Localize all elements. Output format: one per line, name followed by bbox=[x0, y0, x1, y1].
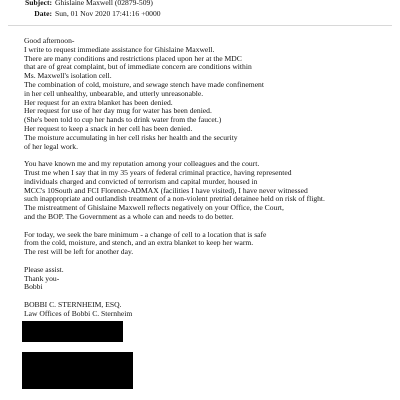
body-line: Good afternoon- bbox=[24, 36, 75, 45]
body-line: Her request for an extra blanket has been denied. bbox=[24, 97, 173, 107]
body-line: Her request for use of her day mug for water has been denied. bbox=[24, 106, 212, 116]
body-line: in her cell unhealthy, unbearable, and utterly unreasonable. bbox=[24, 88, 204, 98]
body-line: I write to request immediate assistance for Ghislaine Maxwell. bbox=[24, 44, 215, 54]
body-line: The combination of cold, moisture, and sewage stench have made confinement bbox=[24, 79, 264, 89]
body-line: For today, we seek the bare minimum - a change of cell to a location that is safe bbox=[24, 229, 267, 239]
subject-value: Ghislaine Maxwell (02879-509) bbox=[55, 0, 153, 7]
body-line: of her legal work. bbox=[24, 141, 78, 151]
paragraph-gap bbox=[24, 257, 396, 266]
body-line: Please assist. bbox=[24, 264, 64, 274]
body-line: and the BOP. The Government as a whole can and needs to do better. bbox=[24, 211, 234, 221]
date-value: Sun, 01 Nov 2020 17:41:16 +0000 bbox=[55, 9, 161, 18]
date-row bbox=[12, 8, 161, 19]
body-line: The rest will be left for another day. bbox=[24, 247, 134, 257]
body-line: individuals charged and convicted of terrorism and capital murder, housed in bbox=[24, 176, 258, 186]
redaction-box bbox=[22, 352, 133, 389]
subject-row bbox=[12, 0, 161, 8]
body-line: The moisture accumulating in her cell risks her health and the security bbox=[24, 132, 238, 142]
body-line: There are many conditions and restrictions placed upon her at the MDC bbox=[24, 53, 242, 63]
email-body bbox=[24, 37, 396, 319]
body-line: You have known me and my reputation among your colleagues and the court. bbox=[24, 159, 260, 169]
paragraph-request bbox=[24, 231, 396, 257]
paragraph-greeting bbox=[24, 37, 396, 151]
body-line: Ms. Maxwell's isolation cell. bbox=[24, 71, 112, 81]
signature-block bbox=[24, 301, 396, 319]
signature-firm: Law Offices of Bobbi C. Sternheim bbox=[24, 308, 133, 318]
body-line: MCC's 10South and FCI Florence-ADMAX (facilities I have visited), I have never witnessed bbox=[24, 185, 308, 195]
subject-label: Subject: bbox=[25, 0, 52, 7]
body-line: such inappropriate and outlandish treatment of a non-violent pretrial detainee held on risk of flight. bbox=[24, 194, 325, 204]
body-line: Trust me when I say that in my 35 years of federal criminal practice, having represented bbox=[24, 167, 292, 177]
body-line: from the cold, moisture, and stench, and an extra blanket to keep her warm. bbox=[24, 238, 254, 248]
body-line: The mistreatment of Ghislaine Maxwell reflects negatively on your Office, the Court, bbox=[24, 203, 284, 213]
date-label: Date: bbox=[34, 9, 52, 18]
paragraph-closing bbox=[24, 266, 396, 292]
body-line: Her request to keep a snack in her cell has been denied. bbox=[24, 123, 193, 133]
body-line: (She's been told to cup her hands to drink water from the faucet.) bbox=[24, 115, 222, 125]
body-line: Bobbi bbox=[24, 282, 43, 292]
redaction-box bbox=[22, 321, 123, 342]
body-line: that are of great complaint, but of immediate concern are conditions within bbox=[24, 62, 252, 72]
email-header bbox=[12, 0, 161, 19]
header-divider bbox=[8, 25, 392, 26]
body-line: Thank you- bbox=[24, 273, 60, 283]
paragraph-reputation bbox=[24, 160, 396, 222]
signature-name: BOBBI C. STERNHEIM, ESQ. bbox=[24, 299, 122, 309]
